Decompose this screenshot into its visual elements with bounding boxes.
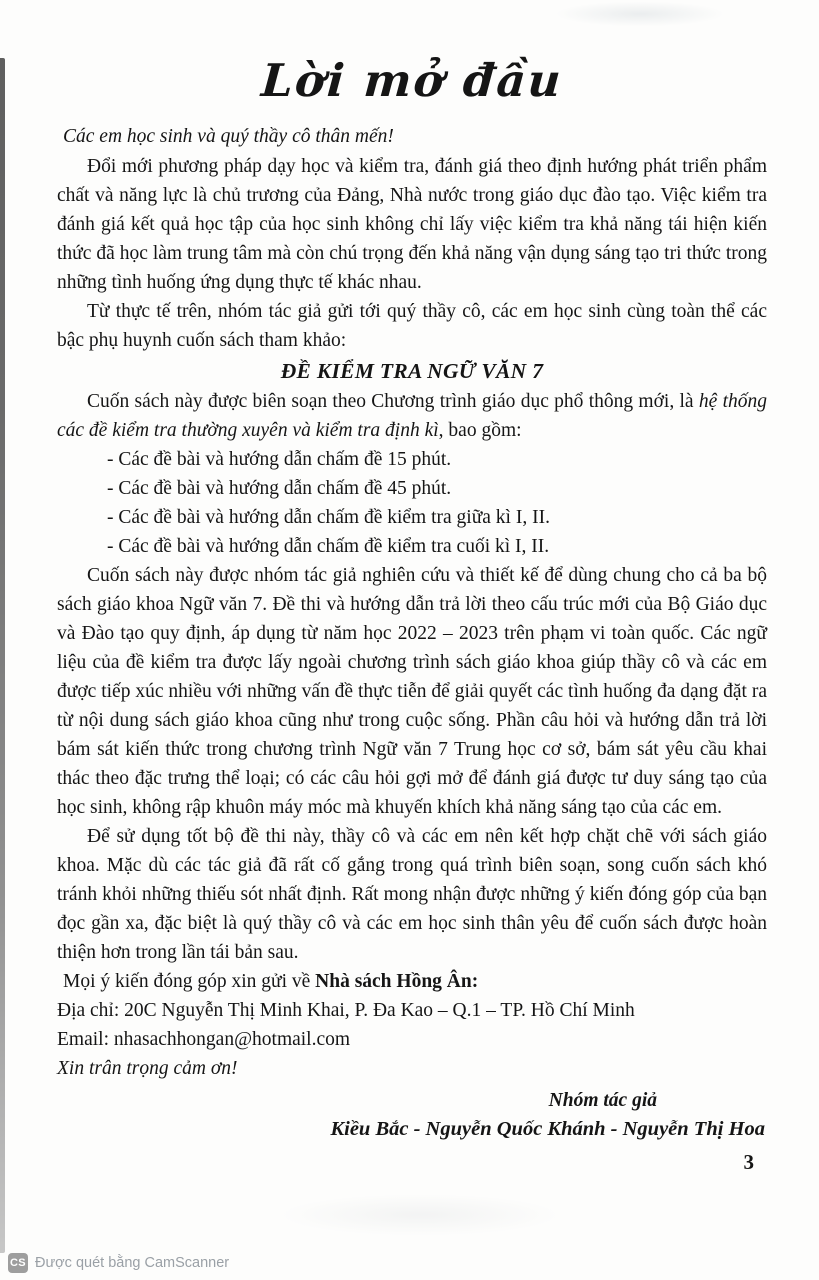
book-title-heading: ĐỀ KIỂM TRA NGỮ VĂN 7 [280,359,544,383]
authors-group-label: Nhóm tác giả [548,1090,657,1111]
email-line: Email: nhasachhongan@hotmail.com [57,1029,351,1050]
authors-names: Kiều Bắc - Nguyễn Quốc Khánh - Nguyễn Thị Hoa [330,1118,765,1140]
page-content [57,50,767,1177]
paragraph-introduction: Từ thực tế trên, nhóm tác giả gửi tới quý thầy cô, các em học sinh cùng toàn thể các bậc phụ huynh cuốn sách tham khảo: [57,301,767,351]
paragraph-design: Cuốn sách này được nhóm tác giả nghiên cứu và thiết kế để dùng chung cho cả ba bộ sách giáo khoa Ngữ văn 7. Đề thi và hướng dẫn trả lời theo cấu trúc mới của Bộ Giáo dục và Đào tạo quy định, áp dụng từ năm học 2022 – 2023 trên phạm vi toàn quốc. Các ngữ liệu của đề kiểm tra được lấy ngoài chương trình sách giáo khoa giúp thầy cô và các em được tiếp xúc nhiều với những vấn đề thực tiễn để giải quyết các tình huống đa dạng đặt ra từ nội dung sách giáo khoa cũng như trong cuộc sống. Phần câu hỏi và hướng dẫn trả lời bám sát kiến thức trong chương trình Ngữ văn 7 Trung học cơ sở, bám sát yêu cầu khai thác theo đặc trưng thể loại; có các câu hỏi gợi mở để đánh giá được tư duy sáng tạo của học sinh, không rập khuôn máy móc mà khuyến khích khả năng sáng tạo của các em. [57,565,767,818]
thanks-line: Xin trân trọng cảm ơn! [57,1058,238,1079]
address-line: Địa chỉ: 20C Nguyễn Thị Minh Khai, P. Đa Kao – Q.1 – TP. Hồ Chí Minh [57,1000,635,1021]
paragraph-book-structure [57,387,767,445]
list-item-midterm: - Các đề bài và hướng dẫn chấm đề kiểm tra giữa kì I, II. [107,507,550,528]
scan-edge-shadow [0,58,5,1253]
intro-italic-text: hệ thống các đề kiểm tra thường xuyên và kiểm tra định kì [57,391,767,441]
paragraph-innovation: Đổi mới phương pháp dạy học và kiểm tra, đánh giá theo định hướng phát triển phẩm chất và năng lực là chủ trương của Đảng, Nhà nước trong giáo dục đào tạo. Việc kiểm tra đánh giá kết quả học tập của học sinh không chỉ lấy việc kiểm tra khả năng tái hiện kiến thức đã học làm trung tâm mà còn chú trọng đến khả năng vận dụng sáng tạo tri thức trong những tình huống ứng dụng thực tế khác nhau. [57,156,767,293]
paragraph-usage: Để sử dụng tốt bộ đề thi này, thầy cô và các em nên kết hợp chặt chẽ với sách giáo khoa. Mặc dù các tác giả đã rất cố gắng trong quá trình biên soạn, song cuốn sách khó tránh khỏi những thiếu sót nhất định. Rất mong nhận được những ý kiến đóng góp của bạn đọc gần xa, đặc biệt là quý thầy cô và các em học sinh thân yêu để cuốn sách được hoàn thiện hơn trong lần tái bản sau. [57,826,767,963]
salutation-line: Các em học sinh và quý thầy cô thân mến! [63,126,394,147]
publisher-name: Nhà sách Hồng Ân: [315,971,479,992]
camscanner-icon: CS [8,1253,28,1273]
intro-prefix-text: Cuốn sách này được biên soạn theo Chương trình giáo dục phổ thông mới, là [87,391,699,412]
feedback-line [57,967,767,996]
feedback-prefix-text: Mọi ý kiến đóng góp xin gửi về [63,971,316,992]
camscanner-watermark [8,1253,229,1273]
list-item-final: - Các đề bài và hướng dẫn chấm đề kiểm tra cuối kì I, II. [107,536,550,557]
page-title: Lời mở đầu [259,54,565,107]
list-item-45-minutes: - Các đề bài và hướng dẫn chấm đề 45 phút. [107,478,452,499]
page-number: 3 [743,1150,755,1174]
list-item-15-minutes: - Các đề bài và hướng dẫn chấm đề 15 phút. [107,449,452,470]
camscanner-watermark-text: Được quét bằng CamScanner [35,1255,230,1271]
intro-suffix-text: , bao gồm: [438,420,522,441]
